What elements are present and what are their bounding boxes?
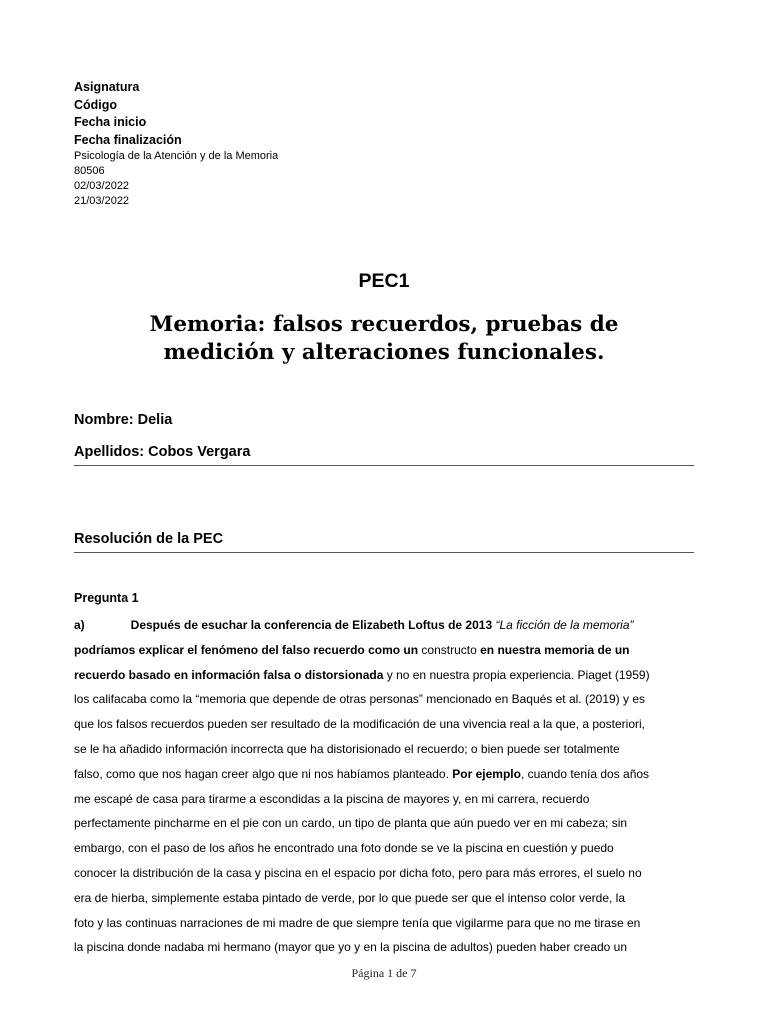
text-run: recuerdo basado en información falsa o distorsionada	[74, 667, 384, 682]
text-run: perfectamente pincharme en el pie con un cardo, un tipo de planta que aún puedo ver en mi cabeza; sin	[74, 816, 628, 831]
paragraph-line	[74, 663, 699, 688]
paragraph-line	[74, 911, 699, 936]
paragraph-line	[74, 811, 699, 836]
paragraph-line	[74, 687, 699, 712]
title-line-2: medición y alteraciones funcionales.	[163, 340, 605, 365]
text-run: era de hierba, simplemente estaba pintado de verde, por lo que puede ser que el intenso color verde, la	[74, 890, 626, 905]
text-run: a)	[74, 618, 85, 632]
answer-paragraph	[74, 613, 699, 960]
text-run: en nuestra memoria de un	[476, 642, 630, 657]
paragraph-line	[74, 836, 699, 861]
label-asignatura: Asignatura	[74, 80, 140, 94]
paragraph-line	[74, 737, 699, 762]
label-fecha-finalizacion: Fecha finalización	[74, 132, 182, 147]
course-info	[74, 79, 278, 209]
text-run: la piscina donde nadaba mi hermano (mayor que yo y en la piscina de adultos) pueden haber creado un	[74, 940, 628, 955]
title-line-1: Memoria: falsos recuerdos, pruebas de	[149, 312, 619, 337]
text-run: me escapé de casa para tirarme a escondidas a la piscina de mayores y, en mi carrera, recuerdo	[74, 791, 590, 806]
text-run: Después de esuchar la conferencia de Elizabeth Loftus de 2013	[130, 618, 496, 632]
paragraph-line	[74, 935, 699, 960]
text-run: constructo	[421, 642, 477, 657]
section-title: Resolución de la PEC	[74, 531, 224, 547]
text-run: se le ha añadido información incorrecta que ha distorisionado el recuerdo; o bien puede ser totalmente	[74, 741, 620, 756]
value-fecha-inicio: 02/03/2022	[74, 180, 130, 192]
text-run: y no en nuestra propia experiencia. Piaget (1959)	[383, 667, 650, 682]
document-title	[74, 311, 694, 367]
divider-line	[74, 465, 694, 466]
student-surname: Apellidos: Cobos Vergara	[74, 444, 251, 460]
label-fecha-inicio: Fecha inicio	[74, 115, 147, 129]
text-run: embargo, con el paso de los años he encontrado una foto donde se ve la piscina en cuestión y puedo	[74, 841, 614, 856]
paragraph-line	[74, 613, 699, 638]
text-run: , cuando tenía dos años	[520, 766, 650, 781]
text-run: los califacaba como la “memoria que depende de otras personas” mencionado en Baqués et al. (2019) y es	[74, 692, 646, 707]
value-codigo: 80506	[74, 165, 105, 177]
text-run: falso, como que nos hagan creer algo que ni nos habíamos planteado.	[74, 766, 453, 781]
text-run: que los falsos recuerdos pueden ser resultado de la modificación de una vivencia real a la que, a posteriori,	[74, 717, 646, 732]
text-run: Por ejemplo	[452, 766, 521, 781]
paragraph-line	[74, 638, 699, 663]
label-codigo: Código	[74, 97, 118, 112]
page-heading: PEC1	[358, 270, 410, 292]
value-asignatura: Psicología de la Atención y de la Memoria	[74, 150, 279, 162]
student-name: Nombre: Delia	[74, 412, 173, 428]
text-run: foto y las continuas narraciones de mi madre de que siempre tenía que vigilarme para que no me tirase en	[74, 915, 641, 930]
value-fecha-finalizacion: 21/03/2022	[74, 195, 130, 207]
paragraph-line	[74, 762, 699, 787]
paragraph-line	[74, 787, 699, 812]
text-run: podríamos explicar el fenómeno del falso recuerdo como un	[74, 642, 422, 657]
divider-line	[74, 552, 694, 553]
paragraph-line	[74, 712, 699, 737]
paragraph-line	[74, 861, 699, 886]
text-run: “La ficción de la memoria”	[495, 618, 634, 632]
question-heading: Pregunta 1	[74, 591, 139, 605]
page-number: Página 1 de 7	[351, 966, 417, 980]
text-run: conocer la distribución de la casa y piscina en el espacio por dicha foto, pero para más errores, el suelo no	[74, 865, 642, 880]
paragraph-line	[74, 886, 699, 911]
